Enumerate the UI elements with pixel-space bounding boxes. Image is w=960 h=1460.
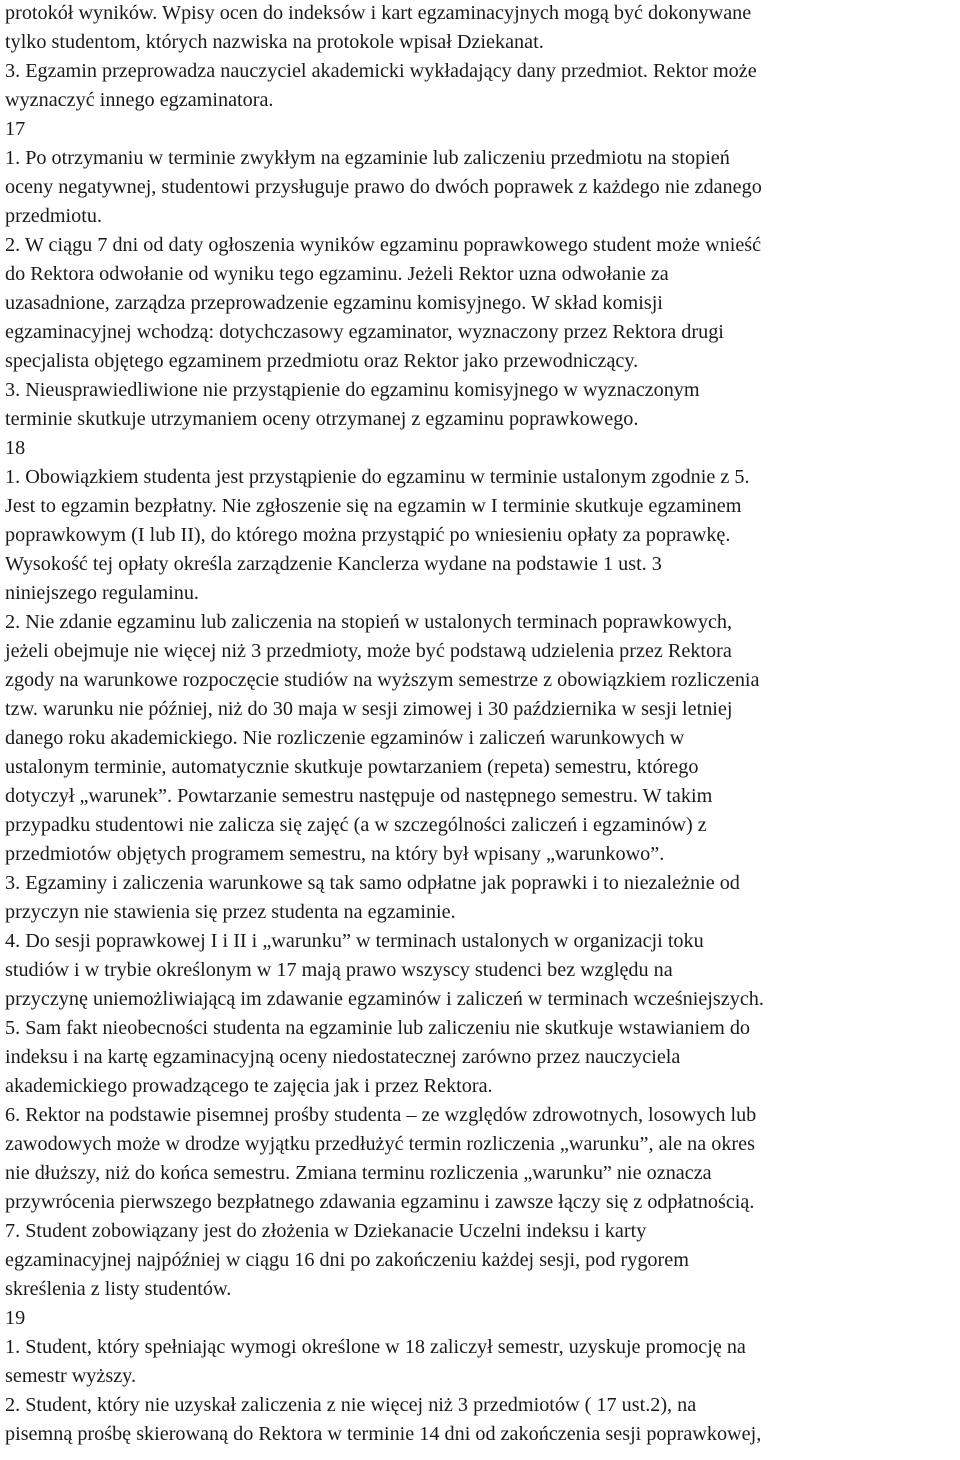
text-line: egzaminacyjnej wchodzą: dotychczasowy egzaminator, wyznaczony przez Rektora drugi [5, 321, 724, 343]
text-line: przyczyn nie stawienia się przez studenta na egzaminie. [5, 901, 456, 923]
text-line: niniejszego regulaminu. [5, 582, 199, 604]
text-line: studiów i w trybie określonym w 17 mają prawo wszyscy studenci bez względu na [5, 959, 673, 981]
text-line: Jest to egzamin bezpłatny. Nie zgłoszenie się na egzamin w I terminie skutkuje egzaminem [5, 495, 742, 517]
text-line: 1. Student, który spełniając wymogi określone w 18 zaliczył semestr, uzyskuje promocję na [5, 1336, 746, 1358]
text-line: 2. Nie zdanie egzaminu lub zaliczenia na stopień w ustalonych terminach poprawkowych, [5, 611, 733, 633]
text-line: 6. Rektor na podstawie pisemnej prośby studenta – ze względów zdrowotnych, losowych lub [5, 1104, 757, 1126]
text-line: danego roku akademickiego. Nie rozliczenie egzaminów i zaliczeń warunkowych w [5, 727, 685, 749]
text-line: jeżeli obejmuje nie więcej niż 3 przedmioty, może być podstawą udzielenia przez Rektora [5, 640, 732, 662]
text-line: uzasadnione, zarządza przeprowadzenie egzaminu komisyjnego. W skład komisji [5, 292, 663, 314]
text-line: nie dłuższy, niż do końca semestru. Zmiana terminu rozliczenia „warunku” nie oznacza [5, 1162, 712, 1184]
text-line: zgody na warunkowe rozpoczęcie studiów na wyższym semestrze z obowiązkiem rozliczenia [5, 669, 760, 691]
section-heading: 19 [5, 1307, 26, 1329]
text-line: 4. Do sesji poprawkowej I i II i „warunku” w terminach ustalonych w organizacji toku [5, 930, 704, 952]
text-line: do Rektora odwołanie od wyniku tego egzaminu. Jeżeli Rektor uzna odwołanie za [5, 263, 669, 285]
text-line: ustalonym terminie, automatycznie skutkuje powtarzaniem (repeta) semestru, którego [5, 756, 699, 778]
text-line: przedmiotów objętych programem semestru, na który był wpisany „warunkowo”. [5, 843, 665, 865]
text-line: dotyczył „warunek”. Powtarzanie semestru następuje od następnego semestru. W takim [5, 785, 713, 807]
text-line: zawodowych może w drodze wyjątku przedłużyć termin rozliczenia „warunku”, ale na okres [5, 1133, 755, 1155]
text-line: 1. Po otrzymaniu w terminie zwykłym na egzaminie lub zaliczeniu przedmiotu na stopień [5, 147, 730, 169]
text-line: egzaminacyjnej najpóźniej w ciągu 16 dni po zakończeniu każdej sesji, pod rygorem [5, 1249, 689, 1271]
text-line: protokół wyników. Wpisy ocen do indeksów i kart egzaminacyjnych mogą być dokonywane [5, 2, 752, 24]
text-line: tylko studentom, których nazwiska na protokole wpisał Dziekanat. [5, 31, 544, 53]
text-line: specjalista objętego egzaminem przedmiotu oraz Rektor jako przewodniczący. [5, 350, 639, 372]
section-heading: 17 [5, 118, 26, 140]
text-line: Wysokość tej opłaty określa zarządzenie Kanclerza wydane na podstawie 1 ust. 3 [5, 553, 662, 575]
text-line: 1. Obowiązkiem studenta jest przystąpienie do egzaminu w terminie ustalonym zgodnie z 5. [5, 466, 750, 488]
text-line: 7. Student zobowiązany jest do złożenia w Dziekanacie Uczelni indeksu i karty [5, 1220, 647, 1242]
text-line: 3. Egzamin przeprowadza nauczyciel akademicki wykładający dany przedmiot. Rektor może [5, 60, 757, 82]
text-line: 3. Egzaminy i zaliczenia warunkowe są tak samo odpłatne jak poprawki i to niezależnie od [5, 872, 740, 894]
text-line: przypadku studentowi nie zalicza się zajęć (a w szczególności zaliczeń i egzaminów) z [5, 814, 707, 836]
text-line: tzw. warunku nie później, niż do 30 maja w sesji zimowej i 30 października w sesji letniej [5, 698, 733, 720]
text-line: poprawkowym (I lub II), do którego można przystąpić po wniesieniu opłaty za poprawkę. [5, 524, 731, 546]
section-heading: 18 [5, 437, 26, 459]
text-line: skreślenia z listy studentów. [5, 1278, 232, 1300]
text-line: akademickiego prowadzącego te zajęcia jak i przez Rektora. [5, 1075, 493, 1097]
text-line: 3. Nieusprawiedliwione nie przystąpienie do egzaminu komisyjnego w wyznaczonym [5, 379, 700, 401]
text-line: 2. W ciągu 7 dni od daty ogłoszenia wyników egzaminu poprawkowego student może wnieść [5, 234, 762, 256]
text-line: semestr wyższy. [5, 1365, 136, 1387]
text-line: oceny negatywnej, studentowi przysługuje prawo do dwóch poprawek z każdego nie zdanego [5, 176, 762, 198]
text-line: indeksu i na kartę egzaminacyjną oceny niedostatecznej zarówno przez nauczyciela [5, 1046, 681, 1068]
text-line: 5. Sam fakt nieobecności studenta na egzaminie lub zaliczeniu nie skutkuje wstawianiem do [5, 1017, 751, 1039]
text-line: wyznaczyć innego egzaminatora. [5, 89, 274, 111]
text-line: przyczynę uniemożliwiającą im zdawanie egzaminów i zaliczeń w terminach wcześniejszych. [5, 988, 764, 1010]
text-line: przedmiotu. [5, 205, 102, 227]
text-line: przywrócenia pierwszego bezpłatnego zdawania egzaminu i zawsze łączy się z odpłatnością. [5, 1191, 755, 1213]
text-line: 2. Student, który nie uzyskał zaliczenia z nie więcej niż 3 przedmiotów ( 17 ust.2), na [5, 1394, 697, 1416]
text-line: terminie skutkuje utrzymaniem oceny otrzymanej z egzaminu poprawkowego. [5, 408, 639, 430]
text-line: pisemną prośbę skierowaną do Rektora w terminie 14 dni od zakończenia sesji poprawkowej, [5, 1423, 762, 1445]
